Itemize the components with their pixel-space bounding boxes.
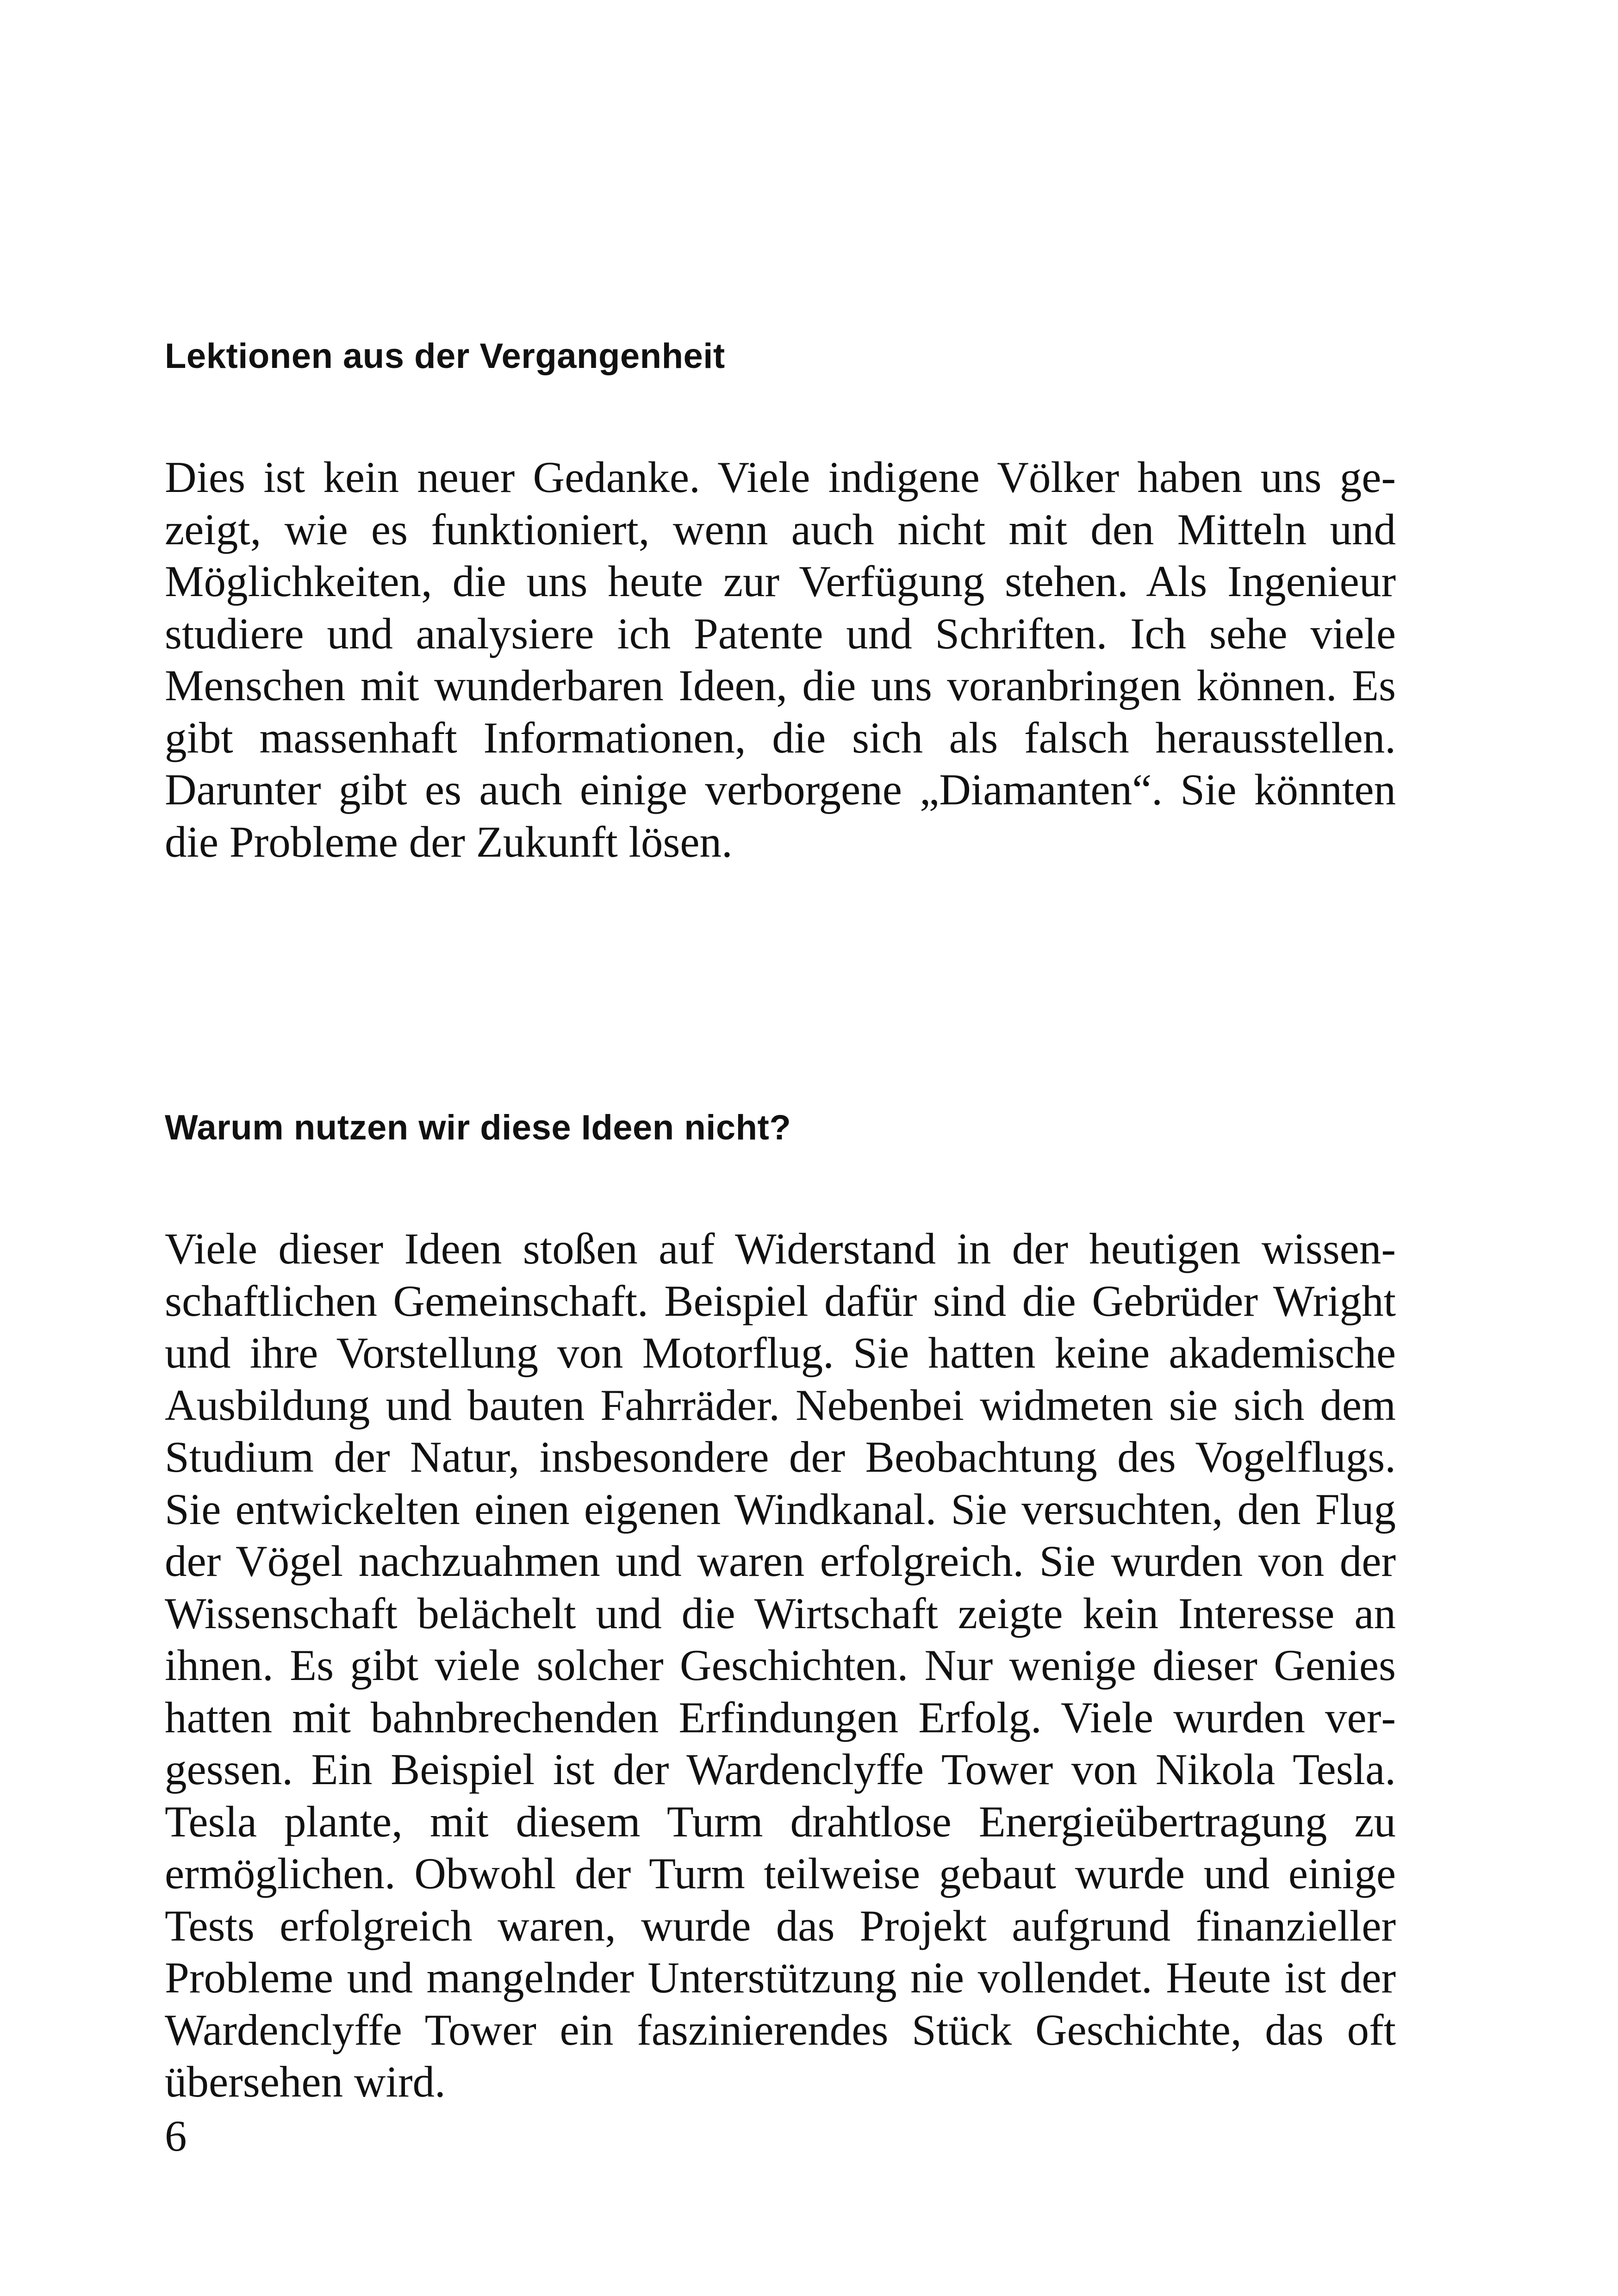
section-lessons-from-the-past xyxy=(165,333,1396,868)
section-heading: Lektionen aus der Vergangenheit xyxy=(165,336,725,376)
body-paragraph: Dies ist kein neuer Gedanke. Viele indigene Völker haben uns gezeigt, wie es funktioniert, wenn auch nicht mit den Mitteln und Möglichkeiten, die uns heute zur Verfügung stehen. Als Ingenieur studiere und analysiere ich Patente und Schriften. Ich sehe viele Menschen mit wunderbaren Ideen, die uns voranbringen können. Es gibt massenhaft Informationen, die sich als falsch herausstellen. Darunter gibt es auch einige verborgene „Diamanten“. Sie könnten die Probleme der Zukunft lösen. xyxy=(165,453,1396,866)
page-number: 6 xyxy=(165,2111,187,2160)
section-why-not-use-ideas xyxy=(165,1105,1396,2108)
section-heading: Warum nutzen wir diese Ideen nicht? xyxy=(165,1108,791,1147)
body-paragraph: Viele dieser Ideen stoßen auf Widerstand in der heutigen wissenschaftlichen Gemeinschaft. Beispiel dafür sind die Gebrüder Wright und ihre Vorstellung von Motorflug. Sie hatten keine akademische Ausbildung und bauten Fahrräder. Nebenbei widmeten sie sich dem Studium der Natur, insbesondere der Beobachtung des Vogelflugs. Sie entwickelten einen eigenen Windkanal. Sie versuchten, den Flug der Vögel nachzuahmen und waren erfolgreich. Sie wurden von der Wissenschaft belächelt und die Wirtschaft zeigte kein Interesse an ihnen. Es gibt viele solcher Geschichten. Nur wenige dieser Genies hatten mit bahnbrechenden Erfindungen Erfolg. Viele wurden vergessen. Ein Beispiel ist der Wardenclyffe Tower von Nikola Tesla. Tesla plante, mit diesem Turm drahtlose Energieübertragung zu ermöglichen. Obwohl der Turm teilweise gebaut wurde und einige Tests erfolgreich waren, wurde das Projekt aufgrund finanzieller Probleme und mangelnder Unterstützung nie vollendet. Heute ist der Wardenclyffe Tower ein faszinierendes Stück Geschichte, das oft übersehen wird. xyxy=(165,1224,1396,2106)
